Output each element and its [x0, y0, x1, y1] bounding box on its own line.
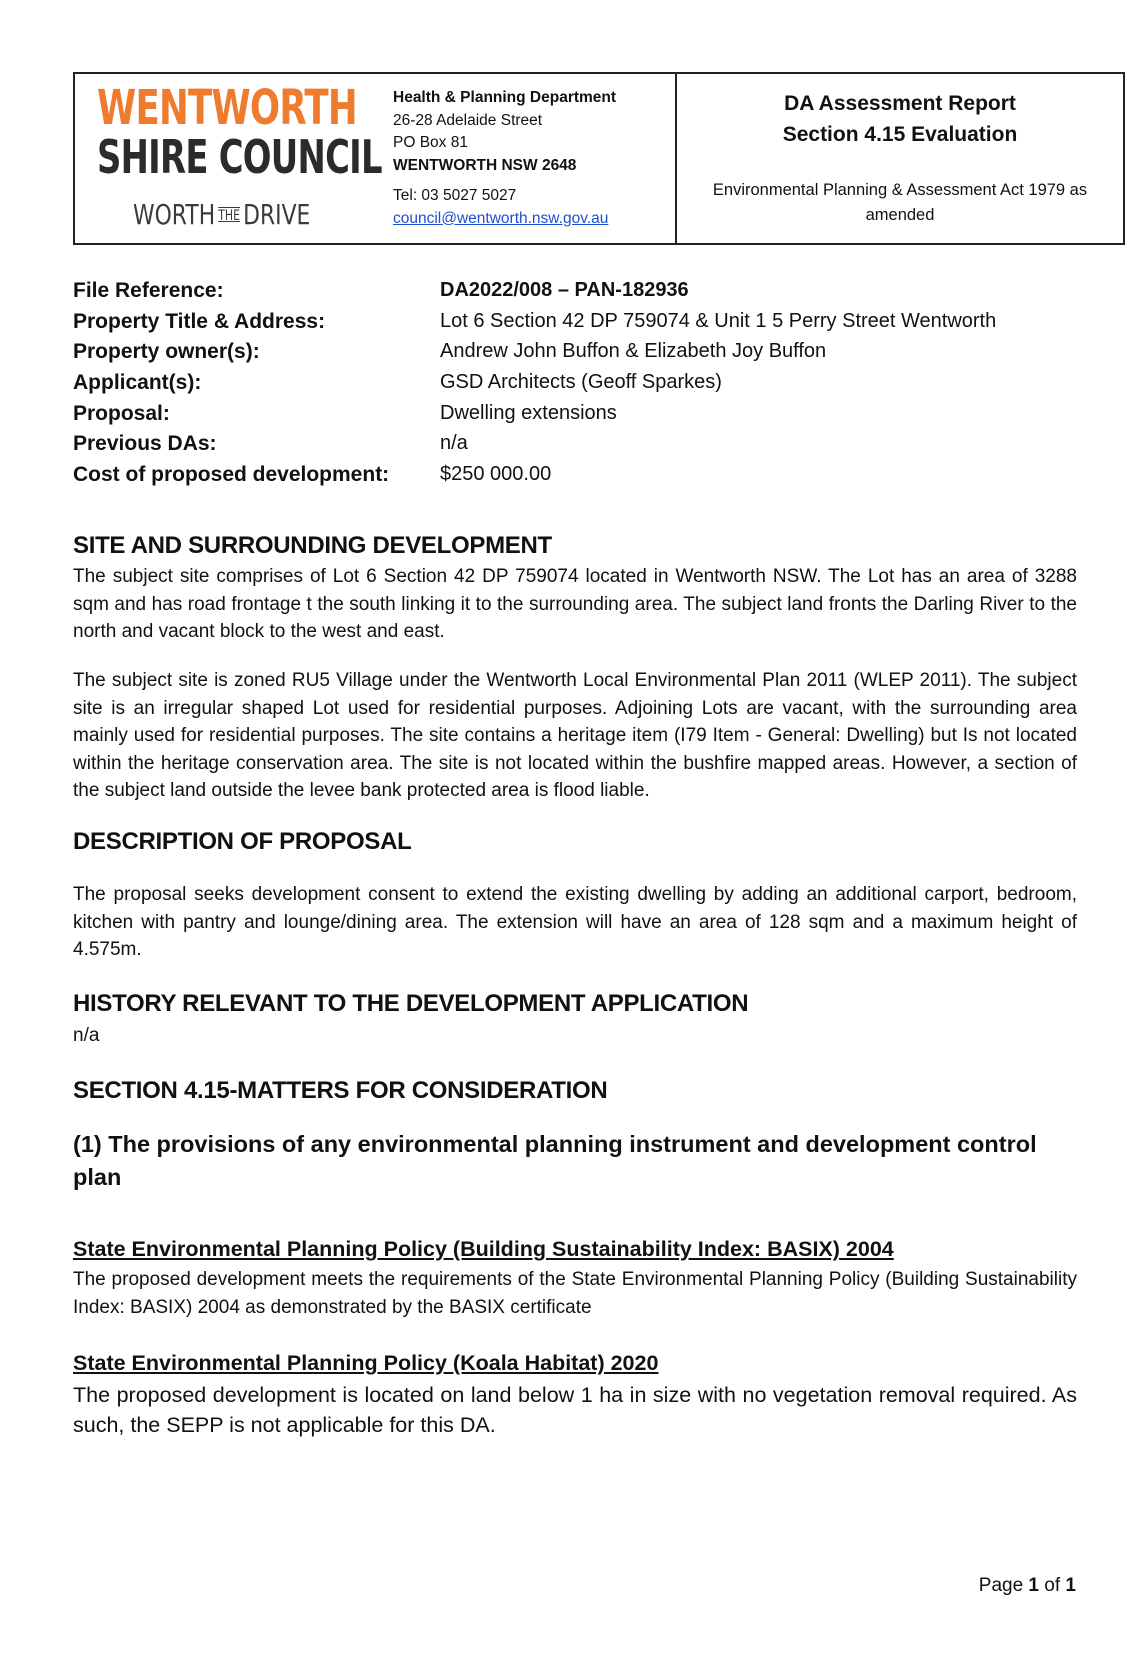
info-value: Lot 6 Section 42 DP 759074 & Unit 1 5 Perry Street Wentworth: [440, 309, 997, 332]
info-label: File Reference:: [73, 279, 224, 302]
report-title: DA Assessment Report: [784, 92, 1016, 115]
info-label: Cost of proposed development:: [73, 463, 390, 487]
koala-policy-title: State Environmental Planning Policy (Koala Habitat) 2020: [73, 1351, 659, 1375]
koala-policy-text: The proposed development is located on land below 1 ha in size with no vegetation removal required. As such, the SEPP is not applicable for this DA.: [73, 1383, 1077, 1437]
info-value: n/a: [440, 432, 468, 455]
site-paragraph-2: The subject site is zoned RU5 Village under the Wentworth Local Environmental Plan 2011 (WLEP 2011). The subject site is an irregular shaped Lot used for residential purposes. Adjoining Lots are vacant, with the surrounding area mainly used for residential purposes. The site contains a heritage item (I79 Item - General: Dwelling) but Is not located within the heritage conservation area. The site is not located within the bushfire mapped areas. However, a section of the subject land outside the levee bank protected area is flood liable.: [73, 670, 1077, 802]
info-value: Andrew John Buffon & Elizabeth Joy Buffon: [440, 340, 827, 363]
proposal-paragraph: The proposal seeks development consent to extend the existing dwelling by adding an additional carport, bedroom, kitchen with pantry and lounge/dining area. The extension will have an area of 128 sqm and a maximum height of 4.575m.: [73, 884, 1077, 961]
basix-policy-title: State Environmental Planning Policy (Building Sustainability Index: BASIX) 2004: [73, 1237, 894, 1261]
info-label: Property Title & Address:: [73, 309, 326, 333]
department-po-box: PO Box 81: [393, 134, 468, 151]
logo-line-1: WENTWORTH: [97, 80, 357, 136]
header-box: [73, 72, 1125, 245]
info-row: [73, 460, 996, 491]
logo-tagline: [133, 198, 310, 231]
report-title-block: [677, 74, 1123, 243]
site-paragraph-1: The subject site comprises of Lot 6 Section 42 DP 759074 located in Wentworth NSW. The Lot has an area of 3288 sqm and has road frontage t the south linking it to the surrounding area. The subject land fronts the Darling River to the north and vacant block to the west and east.: [73, 566, 1077, 643]
department-city: WENTWORTH NSW 2648: [393, 156, 577, 174]
page-word: Page: [978, 1575, 1024, 1596]
council-logo: [75, 74, 393, 243]
info-value: GSD Architects (Geoff Sparkes): [440, 371, 722, 394]
site-heading: SITE AND SURROUNDING DEVELOPMENT: [73, 532, 552, 559]
logo-line-2: SHIRE COUNCIL: [97, 130, 382, 184]
info-label: Previous DAs:: [73, 432, 217, 456]
info-row: [73, 368, 996, 399]
department-name: Health & Planning Department: [393, 89, 617, 106]
logo-tag-mid: THE: [218, 208, 241, 224]
logo-tag-left: WORTH: [133, 198, 216, 231]
info-row: [73, 337, 996, 368]
matters-subheading: (1) The provisions of any environmental planning instrument and development control plan: [73, 1131, 1037, 1190]
info-value: DA2022/008 – PAN-182936: [440, 279, 689, 301]
info-value: $250 000.00: [440, 463, 552, 486]
page-total: 1: [1065, 1575, 1076, 1596]
info-row: [73, 276, 996, 307]
report-subtitle: Section 4.15 Evaluation: [782, 123, 1018, 146]
info-row: [73, 429, 996, 460]
info-row: [73, 399, 996, 430]
page-number: [979, 1575, 1076, 1597]
application-details: [73, 276, 996, 491]
history-heading: HISTORY RELEVANT TO THE DEVELOPMENT APPLICATION: [73, 990, 749, 1017]
info-row: [73, 307, 996, 338]
logo-tag-right: DRIVE: [243, 198, 311, 231]
basix-policy-text: The proposed development meets the requirements of the State Environmental Planning Policy (Building Sustainability Index: BASIX) 2004 as demonstrated by the BASIX certificate: [73, 1269, 1077, 1318]
department-street: 26-28 Adelaide Street: [393, 111, 543, 129]
info-label: Applicant(s):: [73, 371, 202, 395]
info-label: Proposal:: [73, 401, 170, 425]
proposal-heading: DESCRIPTION OF PROPOSAL: [73, 828, 412, 855]
department-email-link[interactable]: council@wentworth.nsw.gov.au: [393, 209, 609, 227]
history-paragraph: n/a: [73, 1025, 100, 1046]
matters-heading: SECTION 4.15-MATTERS FOR CONSIDERATION: [73, 1077, 608, 1104]
report-act: Environmental Planning & Assessment Act 1979 as amended: [712, 181, 1088, 224]
page-current: 1: [1028, 1575, 1039, 1596]
info-value: Dwelling extensions: [440, 401, 617, 424]
department-contact: [393, 74, 677, 243]
of-word: of: [1044, 1575, 1061, 1596]
info-label: Property owner(s):: [73, 340, 260, 364]
department-tel: Tel: 03 5027 5027: [393, 187, 517, 204]
